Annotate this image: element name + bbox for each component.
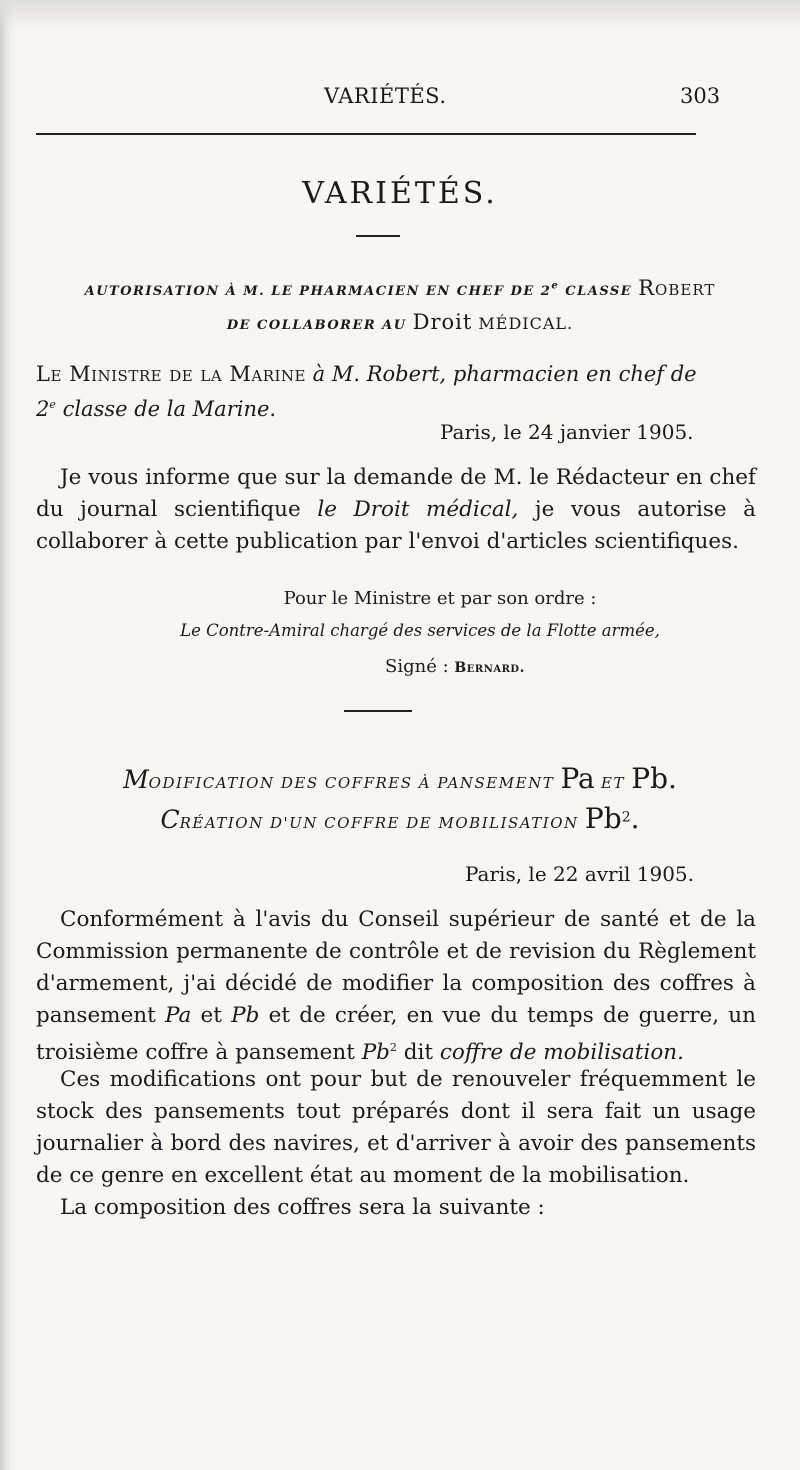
article1-body [36, 462, 756, 558]
address-num: 2 [36, 397, 50, 421]
para-text: dit [396, 1040, 440, 1066]
page-number: 303 [680, 84, 721, 108]
title-sup: 2 [621, 809, 631, 826]
article2-para3: La composition des coffres sera la suivante : [60, 1195, 545, 1220]
header-rule [36, 133, 696, 135]
section-divider [356, 235, 400, 237]
title-code: Pa [560, 762, 595, 795]
title-text: ODIFICATION DES COFFRES À PANSEMENT [148, 774, 561, 792]
address-caps: Le Ministre de la Marine [36, 362, 306, 386]
heading-name: Droit [412, 310, 473, 334]
heading-text: AUTORISATION À M. LE PHARMACIEN EN CHEF DE 2 [84, 284, 552, 299]
heading-text: DE COLLABORER AU [226, 318, 413, 333]
article1-heading-line1 [0, 276, 800, 300]
para-sup: 2 [389, 1041, 397, 1054]
address-italic: à M. Robert, pharmacien en chef de [306, 362, 697, 386]
title-text: RÉATION D'UN COFFRE DE MOBILISATION [179, 814, 585, 832]
title-end: . [630, 802, 640, 835]
body-text: je vous autorise à collaborer à cette publication par l'envoi d'articles scientifiques. [36, 497, 756, 554]
page-top-shadow [0, 0, 800, 30]
para-italic: coffre de mobilisation. [439, 1040, 684, 1066]
title-code: Pb. [631, 762, 677, 795]
heading-sup: e [551, 280, 560, 292]
article2-title-line1 [0, 762, 800, 795]
closing-line2: Le Contre-Amiral chargé des services de la Flotte armée, [180, 621, 660, 640]
running-head-title: VARIÉTÉS. [324, 84, 447, 108]
running-head [0, 84, 800, 114]
dateline-2: Paris, le 22 avril 1905. [465, 862, 695, 886]
article1-heading-line2 [0, 310, 800, 334]
closing-line1: Pour le Ministre et par son ordre : [283, 588, 597, 609]
para-text: et de créer, en vue du temps de guerre, un troisième coffre à pansement [36, 1003, 757, 1066]
title-code: Pb [584, 802, 622, 835]
article-divider [344, 710, 412, 712]
signed-label: Signé : [385, 656, 455, 677]
section-title: VARIÉTÉS. [302, 176, 498, 211]
title-initial: C [160, 805, 180, 834]
address-rest: classe de la Marine. [55, 397, 277, 421]
page-edge-shadow [0, 0, 16, 1470]
address-line1 [36, 358, 756, 390]
para-code: Pb [361, 1040, 390, 1066]
para-text: et [191, 1003, 232, 1028]
heading-name: Robert [638, 276, 716, 300]
title-initial: M [123, 765, 149, 794]
article2-para2: Ces modifications ont pour but de renouveler fréquemment le stock des pansements tout préparés dont il sera fait un usage journalier à bord des navires, et d'arriver à avoir des pansements de ce genre en excellent état au moment de la mobilisation. [36, 1067, 756, 1188]
dateline-1: Paris, le 24 janvier 1905. [440, 420, 694, 444]
body-italic: le Droit médical, [317, 497, 519, 522]
closing-line3 [0, 656, 800, 677]
signer-name: Bernard. [454, 660, 525, 676]
address-sup: e [49, 398, 56, 411]
body-text: Je vous informe que sur la demande de M. le Rédacteur en chef du journal scientifique [36, 465, 756, 522]
title-text: ET [594, 774, 632, 792]
article2-title-line2 [0, 802, 800, 835]
para-text: Conformément à l'avis du Conseil supérieur de santé et de la Commission permanente de contrôle et de revision du Règlement d'armement, j'ai décidé de modifier la composition des coffres à pansement [36, 907, 756, 1028]
para-code: Pb [231, 1003, 260, 1028]
heading-text: MÉDICAL. [472, 314, 574, 333]
heading-text: CLASSE [559, 284, 639, 299]
article2-para1 [36, 904, 756, 1069]
para-code: Pa [165, 1003, 192, 1028]
